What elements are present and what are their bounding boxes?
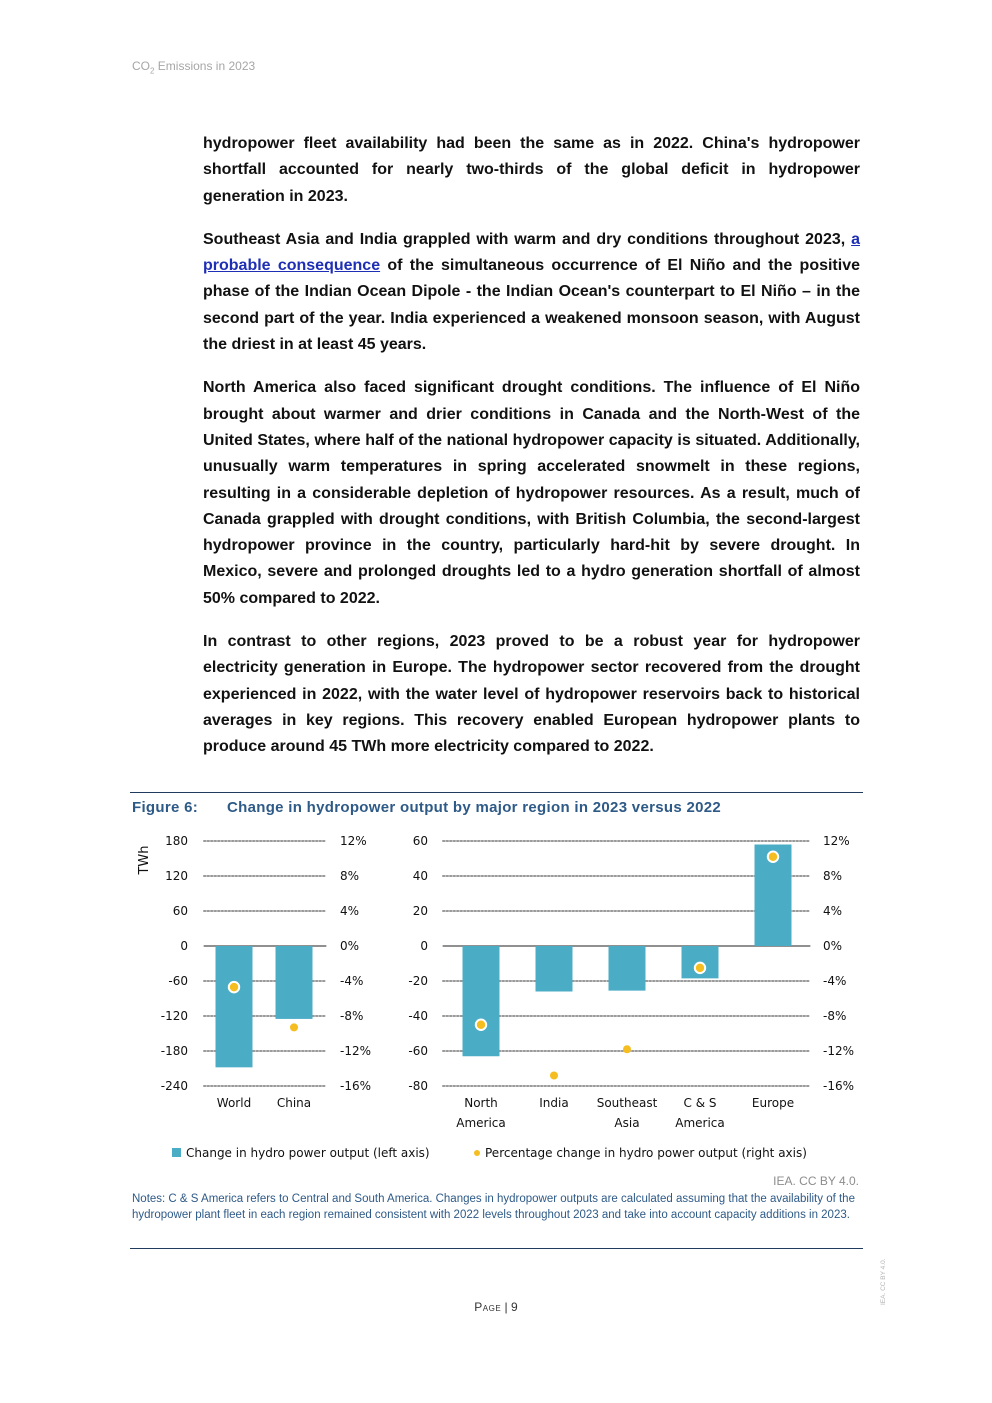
y2-tick-label: 8% [340,869,360,883]
percent-dot-c-s-america [695,963,705,973]
y2-tick-label: -16% [340,1079,372,1093]
bar-north-america [463,946,500,1056]
category-label: China [276,1096,312,1110]
y-tick-label: -60 [408,1044,428,1058]
category-label: America [675,1116,725,1130]
y2-tick-label: -8% [340,1009,364,1023]
legend-dot-label: Percentage change in hydro power output (right axis) [485,1146,807,1160]
category-label: Asia [614,1116,640,1130]
y-tick-label: -180 [160,1044,188,1058]
figure-notes: Notes: C & S America refers to Central and South America. Changes in hydropower outputs are calculated assuming that the availability of the hydropower plant fleet in each region remained consistent with 2022 levels throughout 2023 and take into account capacity additions in 2023. [132,1193,855,1221]
paragraph-2: Southeast Asia and India grappled with warm and dry conditions throughout 2023, a probable consequence of the simultaneous occurrence of El Niño and the positive phase of the Indian Ocean Dipole - the Indian Ocean's counterpart to El Niño – in the second part of the year. India experienced a weakened monsoon season, with August the driest in at least 45 years. [203,230,860,354]
category-label: North [464,1096,498,1110]
page-footer: Page | 9 [474,1300,518,1314]
y2-tick-label: -8% [823,1009,847,1023]
body-text [203,131,860,778]
y-tick-label: -120 [160,1009,188,1023]
category-label: Southeast [596,1096,658,1110]
figure-top-rule [130,792,863,793]
category-label: Europe [751,1096,795,1110]
y2-tick-label: -12% [340,1044,372,1058]
figure-bottom-rule [130,1248,863,1249]
bar-world [216,946,253,1067]
y2-tick-label: 4% [823,904,843,918]
y2-tick-label: 0% [823,939,843,953]
running-header: $CO_2$ Emissions in 2023 [132,59,256,76]
bar-india [536,946,573,992]
y-tick-label: -60 [168,974,188,988]
side-watermark: IEA. CC BY 4.0. [880,1258,887,1305]
y-tick-label: 60 [412,834,428,848]
percent-dot-north-america [476,1020,486,1030]
y-tick-label: 20 [412,904,428,918]
y-tick-label: 40 [412,869,428,883]
y2-tick-label: 12% [823,834,850,848]
y-tick-label: 0 [180,939,188,953]
paragraph-2-rest: of the simultaneous occurrence of El Niño and the positive phase of the Indian Ocean Dipole - the Indian Ocean's counterpart to El Niño – in the second part of the year. India experienced a weakened monsoon season, with August the driest in at least 45 years. [203,257,860,354]
figure-caption: Change in hydropower output by major region in 2023 versus 2022 [227,799,722,816]
category-label: C & S [683,1096,717,1110]
bar-china [276,946,313,1019]
hydropower-chart [130,828,860,1168]
page-number: 9 [511,1300,518,1314]
y2-tick-label: -16% [823,1079,855,1093]
bar-southeast-asia [609,946,646,991]
y-tick-label: 60 [172,904,188,918]
y-tick-label: 180 [165,834,188,848]
legend-bar-label: Change in hydro power output (left axis) [186,1146,430,1160]
y2-tick-label: -4% [340,974,364,988]
y2-tick-label: -4% [823,974,847,988]
percent-dot-india [550,1072,558,1080]
legend-bar-swatch [172,1148,181,1157]
percent-dot-world [229,982,239,992]
percent-dot-europe [768,852,778,862]
y-tick-label: -20 [408,974,428,988]
category-label: India [539,1096,569,1110]
y-axis-label: TWh [137,845,152,875]
category-label: World [216,1096,252,1110]
y-tick-label: 0 [420,939,428,953]
percent-dot-southeast-asia [623,1045,631,1053]
paragraph-3: North America also faced significant drought conditions. The influence of El Niño brought about warmer and drier conditions in Canada and the North-West of the United States, where half of the national hydropower capacity is situated. Additionally, unusually warm temperatures in spring accelerated snowmelt in these regions, resulting in a considerable depletion of hydropower resources. As a result, much of Canada grappled with drought conditions, with British Columbia, the second-largest hydropower province in the country, particularly hard-hit by severe drought. In Mexico, severe and prolonged droughts led to a hydro generation shortfall of almost 50% compared to 2022. [203,379,860,607]
y-tick-label: -80 [408,1079,428,1093]
figure-number: Figure 6: [132,799,199,816]
page-word: Page [474,1300,502,1314]
percent-dot-china [290,1023,298,1031]
legend-dot-swatch [474,1150,480,1156]
y2-tick-label: 0% [340,939,360,953]
figure-title [132,799,721,816]
y-tick-label: -40 [408,1009,428,1023]
y-tick-label: -240 [160,1079,188,1093]
category-label: America [456,1116,506,1130]
figure-credit: IEA. CC BY 4.0. [773,1174,859,1188]
y2-tick-label: 4% [340,904,360,918]
paragraph-4: In contrast to other regions, 2023 proved to be a robust year for hydropower electricity generation in Europe. The hydropower sector recovered from the drought experienced in 2022, with the water level of hydropower reservoirs back to historical averages in key regions. This recovery enabled European hydropower plants to produce around 45 TWh more electricity compared to 2022. [203,633,860,756]
paragraph-1: hydropower fleet availability had been the same as in 2022. China's hydropower shortfall accounted for nearly two-thirds of the global deficit in hydropower generation in 2023. [203,135,860,205]
y-tick-label: 120 [165,869,188,883]
y2-tick-label: 12% [340,834,367,848]
probable-consequence-link[interactable]: a probable consequence [203,230,860,275]
y2-tick-label: -12% [823,1044,855,1058]
y2-tick-label: 8% [823,869,843,883]
